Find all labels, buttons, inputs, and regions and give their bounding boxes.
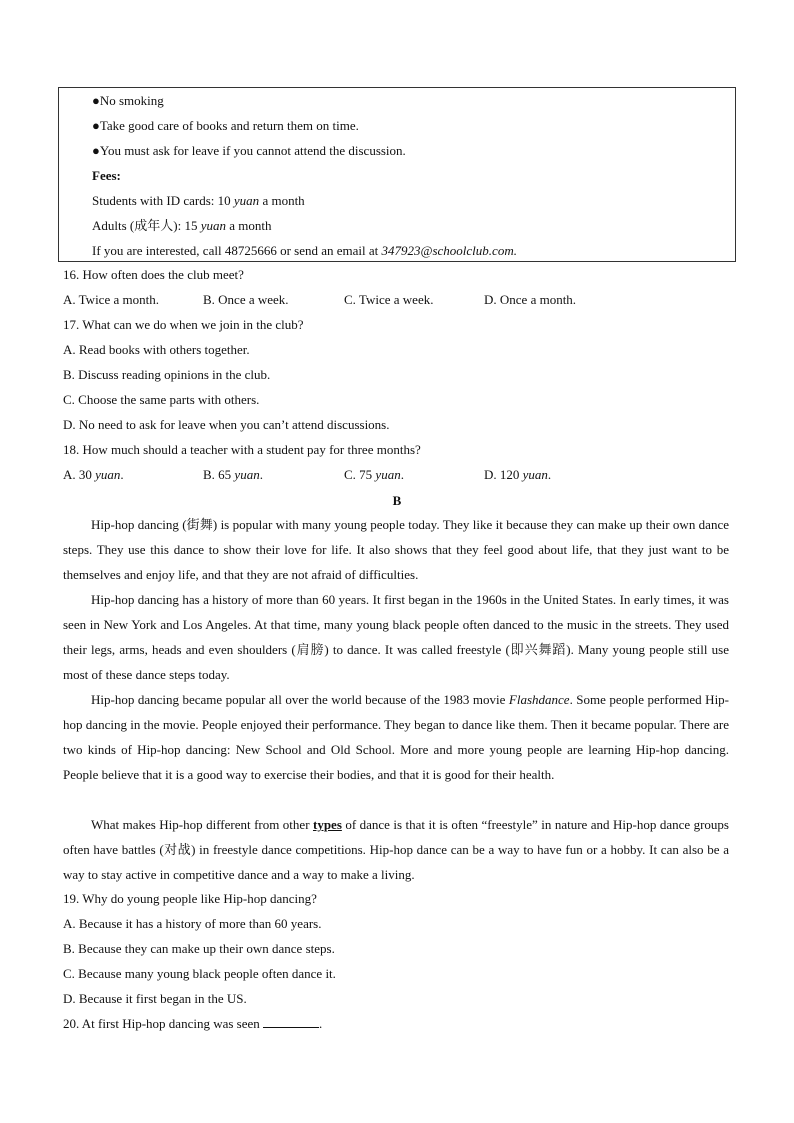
passage-paragraph-4: What makes Hip-hop different from other types of dance is that it is often “freestyle” in nature and Hip-hop dance groups often have battles (对战) in freestyle dance competitions. Hip-hop dance can be a way to have fun or a hobby. It can also be a way to stay active in competitive dance and a way to make a living. bbox=[63, 817, 730, 882]
rule-text: Take good care of books and return them on time. bbox=[99, 118, 359, 133]
contact-text: If you are interested, call 48725666 or send an email at bbox=[92, 243, 382, 258]
bullet-icon: ● bbox=[92, 143, 100, 158]
q18-option-a[interactable]: A. 30 yuan. bbox=[63, 467, 124, 482]
rule-text: You must ask for leave if you cannot attend the discussion. bbox=[99, 143, 406, 158]
answer-blank[interactable] bbox=[263, 1016, 319, 1028]
movie-title: Flashdance bbox=[508, 692, 570, 707]
rule-item bbox=[92, 138, 406, 163]
question-16-stem: 16. How often does the club meet? bbox=[63, 267, 244, 282]
q17-option-d[interactable]: D. No need to ask for leave when you can’t attend discussions. bbox=[63, 417, 390, 432]
q19-option-b[interactable]: B. Because they can make up their own dance steps. bbox=[63, 941, 335, 956]
passage-paragraph-2: Hip-hop dancing has a history of more than 60 years. It first began in the 1960s in the United States. In early times, it was seen in New York and Los Angeles. At that time, many young black people often danced to the music in the streets. They used their legs, arms, heads and even shoulders (肩膀) to dance. It was called freestyle (即兴舞蹈). Many young people still use most of these dance steps today. bbox=[63, 592, 729, 682]
q16-option-b[interactable]: B. Once a week. bbox=[203, 292, 289, 307]
q18-option-c[interactable]: C. 75 yuan. bbox=[344, 467, 404, 482]
contact-email: 347923@schoolclub.com. bbox=[381, 243, 517, 258]
rule-item bbox=[92, 88, 164, 113]
fee-students bbox=[92, 188, 305, 213]
q18-option-b[interactable]: B. 65 yuan. bbox=[203, 467, 263, 482]
underlined-word: types bbox=[312, 817, 342, 832]
contact-info bbox=[92, 238, 517, 263]
fee-unit: yuan bbox=[200, 218, 226, 233]
question-18-stem: 18. How much should a teacher with a student pay for three months? bbox=[63, 442, 421, 457]
q17-option-a[interactable]: A. Read books with others together. bbox=[63, 342, 250, 357]
fee-adults bbox=[92, 213, 271, 238]
passage-paragraph-1: Hip-hop dancing (街舞) is popular with many young people today. They like it because they can make up their own dance steps. They use this dance to show their love for life. It also shows that they feel good about life, that they just want to be themselves and enjoy life, and that they are not afraid of difficulties. bbox=[63, 517, 729, 582]
club-notice-box bbox=[58, 87, 736, 262]
rule-text: No smoking bbox=[99, 93, 164, 108]
q16-option-a[interactable]: A. Twice a month. bbox=[63, 292, 159, 307]
section-label: B bbox=[392, 493, 402, 508]
rule-item bbox=[92, 113, 359, 138]
q17-option-c[interactable]: C. Choose the same parts with others. bbox=[63, 392, 260, 407]
q16-option-d[interactable]: D. Once a month. bbox=[484, 292, 577, 307]
fee-adults-text: Adults (成年人): 15 bbox=[92, 218, 201, 233]
question-19-stem: 19. Why do young people like Hip-hop dancing? bbox=[63, 891, 317, 906]
fee-students-text: Students with ID cards: 10 bbox=[92, 193, 234, 208]
fee-period: a month bbox=[259, 193, 305, 208]
q19-option-c[interactable]: C. Because many young black people often dance it. bbox=[63, 966, 336, 981]
bullet-icon: ● bbox=[92, 118, 100, 133]
fees-heading: Fees: bbox=[92, 168, 121, 183]
passage-paragraph-3: Hip-hop dancing became popular all over the world because of the 1983 movie Flashdance. Some people performed Hip-hop dancing in the movie. People enjoyed their performance. They began to dance like them. Then it became popular. There are two kinds of Hip-hop dancing: New School and Old School. More and more young people are learning Hip-hop dancing. People believe that it is a good way to exercise their bodies, and that it is good for their health. bbox=[63, 692, 730, 782]
bullet-icon: ● bbox=[92, 93, 100, 108]
q18-option-d[interactable]: D. 120 yuan. bbox=[484, 467, 552, 482]
question-20-stem: 20. At first Hip-hop dancing was seen . bbox=[63, 1016, 323, 1031]
q19-option-d[interactable]: D. Because it first began in the US. bbox=[63, 991, 247, 1006]
q19-option-a[interactable]: A. Because it has a history of more than 60 years. bbox=[63, 916, 322, 931]
q16-option-c[interactable]: C. Twice a week. bbox=[344, 292, 434, 307]
fee-unit: yuan bbox=[233, 193, 260, 208]
question-17-stem: 17. What can we do when we join in the club? bbox=[63, 317, 304, 332]
q17-option-b[interactable]: B. Discuss reading opinions in the club. bbox=[63, 367, 271, 382]
fee-period: a month bbox=[225, 218, 272, 233]
